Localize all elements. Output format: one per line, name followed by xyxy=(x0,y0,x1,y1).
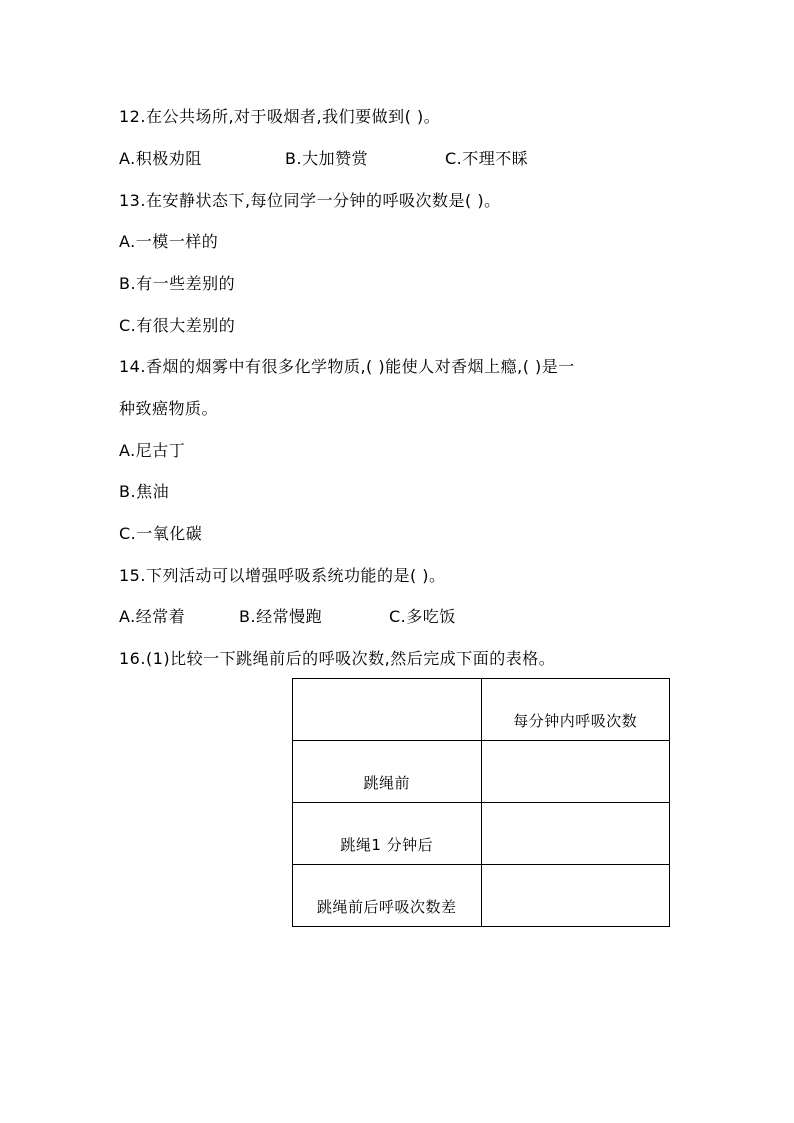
question-14-option-a[interactable]: A.尼古丁 xyxy=(119,441,186,460)
question-15-option-c[interactable]: C.多吃饭 xyxy=(389,607,456,626)
question-14-option-b[interactable]: B.焦油 xyxy=(119,482,170,501)
question-13-option-b[interactable]: B.有一些差别的 xyxy=(119,274,236,293)
question-16-stem: 16.(1)比较一下跳绳前后的呼吸次数,然后完成下面的表格。 xyxy=(119,649,556,668)
question-14-stem-line-2: 种致癌物质。 xyxy=(119,399,219,418)
table-row xyxy=(293,865,670,927)
question-13-option-a[interactable]: A.一模一样的 xyxy=(119,232,219,251)
question-12-option-c[interactable]: C.不理不睬 xyxy=(445,149,529,168)
question-15-option-a[interactable]: A.经常着 xyxy=(119,607,186,626)
question-13-stem: 13.在安静状态下,每位同学一分钟的呼吸次数是( )。 xyxy=(119,191,501,210)
question-14-stem-line-1: 14.香烟的烟雾中有很多化学物质,( )能使人对香烟上瘾,( )是一 xyxy=(119,357,575,376)
question-15-option-b[interactable]: B.经常慢跑 xyxy=(239,607,323,626)
question-12-option-a[interactable]: A.积极劝阻 xyxy=(119,149,202,168)
question-14-option-c[interactable]: C.一氧化碳 xyxy=(119,524,203,543)
table-header-row xyxy=(293,679,670,741)
table-row-label-difference: 跳绳前后呼吸次数差 xyxy=(293,865,482,927)
breathing-count-table xyxy=(292,678,670,927)
table-row-label-before: 跳绳前 xyxy=(293,741,482,803)
table-row-label-after: 跳绳1 分钟后 xyxy=(293,803,482,865)
table-answer-cell-difference[interactable] xyxy=(481,865,670,927)
table-answer-cell-after[interactable] xyxy=(481,803,670,865)
table-header-breaths-per-minute: 每分钟内呼吸次数 xyxy=(481,679,670,741)
question-15-stem: 15.下列活动可以增强呼吸系统功能的是( )。 xyxy=(119,566,446,585)
question-12-stem: 12.在公共场所,对于吸烟者,我们要做到( )。 xyxy=(119,107,441,126)
table-row xyxy=(293,741,670,803)
table-row xyxy=(293,803,670,865)
table-answer-cell-before[interactable] xyxy=(481,741,670,803)
table-header-corner-cell xyxy=(293,679,482,741)
question-13-option-c[interactable]: C.有很大差别的 xyxy=(119,316,236,335)
question-12-option-b[interactable]: B.大加赞赏 xyxy=(285,149,369,168)
